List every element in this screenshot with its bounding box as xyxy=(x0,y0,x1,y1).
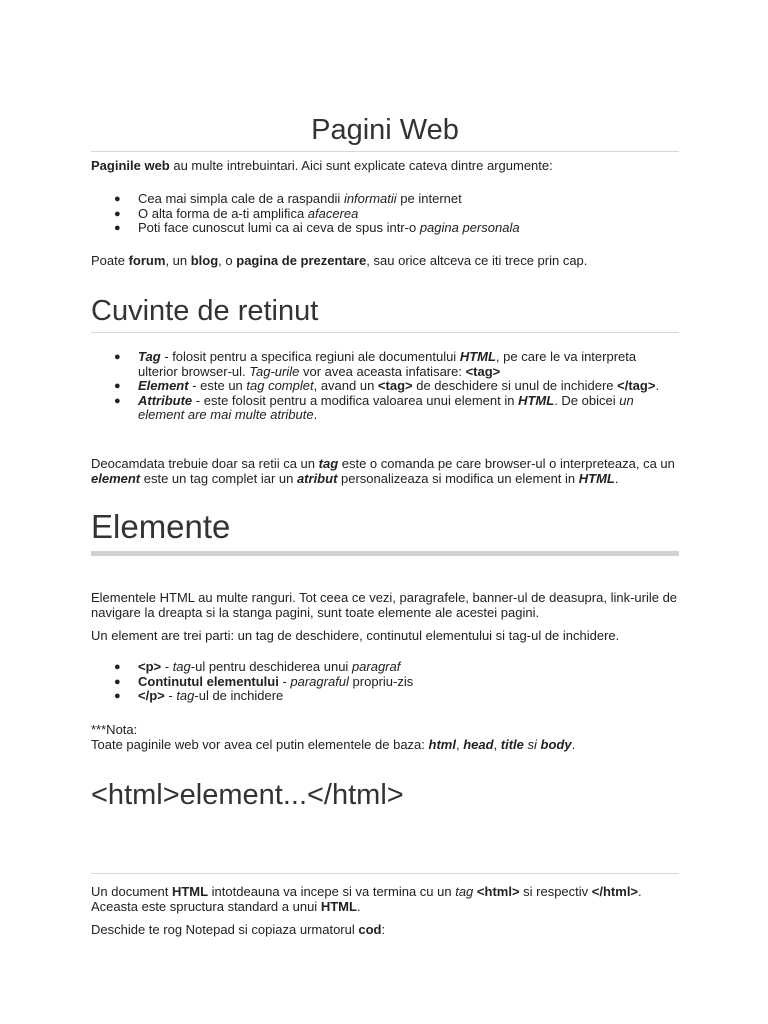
list-item: ● O alta forma de a-ti amplifica afacerea xyxy=(114,205,359,221)
page-title: Pagini Web xyxy=(311,114,459,146)
bullet-icon: ● xyxy=(114,675,121,688)
intro-paragraph xyxy=(91,158,679,173)
bullet-icon: ● xyxy=(114,380,121,392)
bullet-icon: ● xyxy=(114,193,121,205)
bullet-icon: ● xyxy=(114,222,121,234)
section-divider xyxy=(91,873,679,874)
section-heading-elemente: Elemente xyxy=(91,508,231,545)
summary-paragraph: Deocamdata trebuie doar sa retii ca un tag este o comanda pe care browser-ul o interpreteaza, ca un element este un tag complet iar un atribut personalizeaza si modifica un element in HTML. xyxy=(91,456,675,486)
section-divider xyxy=(91,332,679,333)
list-item-content: ● Continutul elementului - paragraful propriu-zis xyxy=(114,673,414,689)
uses-list xyxy=(91,192,679,236)
bullet-icon: ● xyxy=(114,690,121,702)
element-parts-list xyxy=(91,660,679,704)
list-item-open-tag: ● <p> - tag-ul pentru deschiderea unui paragraf xyxy=(114,659,401,674)
list-item-attribute: ● Attribute - este folosit pentru a modifica valoarea unui element in HTML. De obicei un element are mai multe atribute. xyxy=(114,392,634,422)
closing-paragraph: Poate forum, un blog, o pagina de prezentare, sau orice altceva ce iti trece prin cap. xyxy=(91,253,588,268)
terms-list xyxy=(91,350,679,423)
elements-paragraph-1: Elementele HTML au multe ranguri. Tot ceea ce vezi, paragrafele, banner-ul de deasupra, link-urile de navigare la dreapta si la stanga pagini, sunt toate elemente ale acestei pagini. xyxy=(91,590,678,620)
bullet-icon: ● xyxy=(114,351,121,363)
section-divider-thick xyxy=(91,551,679,556)
section-heading-html-element: <html>element...</html> xyxy=(91,779,404,811)
intro-bold: Paginile web xyxy=(91,158,170,173)
notepad-paragraph: Deschide te rog Notepad si copiaza urmatorul cod: xyxy=(91,922,386,937)
intro-text: au multe intrebuintari. Aici sunt explicate cateva dintre argumente: xyxy=(169,158,553,173)
bullet-icon: ● xyxy=(114,661,121,673)
elements-paragraph-2: Un element are trei parti: un tag de deschidere, continutul elementului si tag-ul de inchidere. xyxy=(91,628,620,643)
list-item-tag: ● Tag - folosit pentru a specifica regiuni ale documentului HTML, pe care le va interpreta ulterior browser-ul. Tag-urile vor avea aceasta infatisare: <tag> xyxy=(114,349,637,379)
list-item: ● Poti face cunoscut lumi ca ai ceva de spus intr-o pagina personala xyxy=(114,220,520,235)
note-label: ***Nota: xyxy=(91,722,138,737)
list-item-close-tag: ● </p> - tag-ul de inchidere xyxy=(114,688,284,703)
note-paragraph: Toate paginile web vor avea cel putin elementele de baza: html, head, title si body. xyxy=(91,737,576,752)
list-item: ● Cea mai simpla cale de a raspandii informatii pe internet xyxy=(114,191,462,206)
bullet-icon: ● xyxy=(114,207,121,220)
title-divider xyxy=(91,151,679,152)
bullet-icon: ● xyxy=(114,394,121,407)
list-item-element: ● Element - este un tag complet, avand un <tag> de deschidere si unul de inchidere </tag>. xyxy=(114,378,660,393)
section-heading-cuvinte: Cuvinte de retinut xyxy=(91,295,319,327)
html-document-paragraph: Un document HTML intotdeauna va incepe si va termina cu un tag <html> si respectiv </html>. Aceasta este spructura standard a unui HTML. xyxy=(91,884,642,914)
